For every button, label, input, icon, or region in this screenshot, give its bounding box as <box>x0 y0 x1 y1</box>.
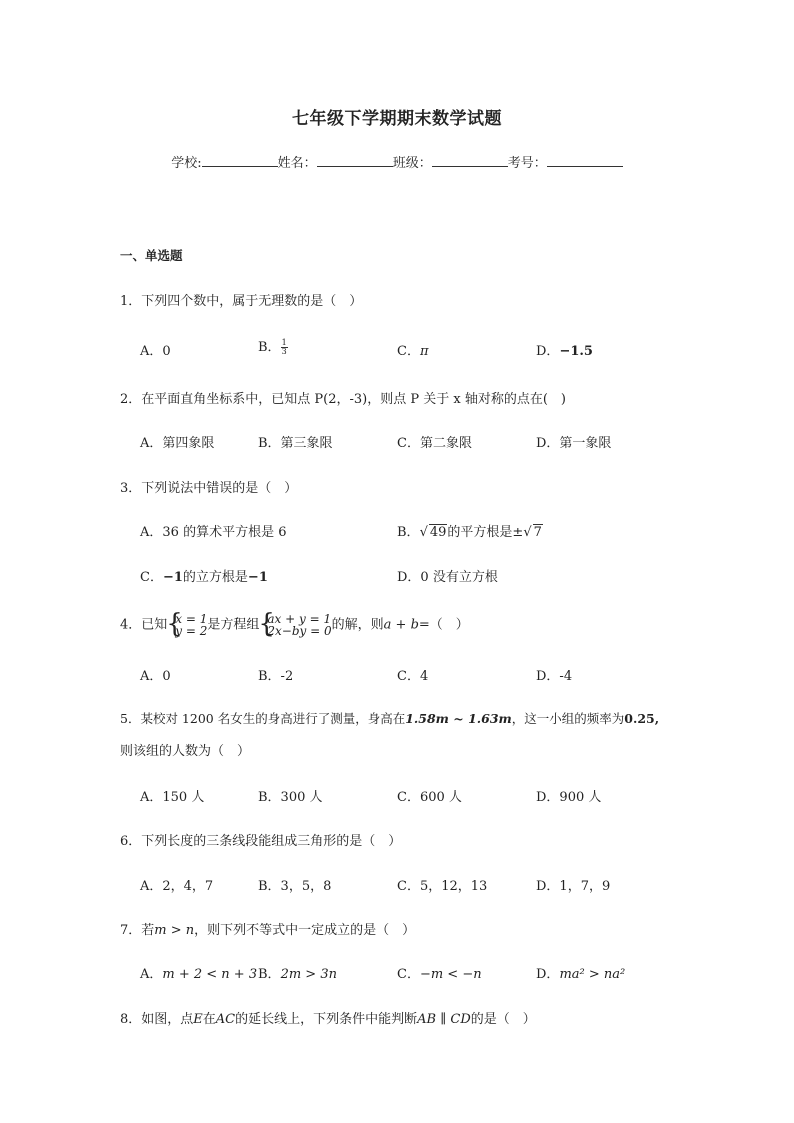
q5-option-a: A．150 人 <box>140 790 205 805</box>
question-4: 4．已知 { x = 1 y = 2 是方程组 { ax + y = 1 2x−by = 0 的解，则a + b=（ ） <box>120 613 469 637</box>
name-blank <box>317 154 393 167</box>
q6-option-a: A．2，4，7 <box>140 879 214 894</box>
equation-system-2: { ax + y = 1 2x−by = 0 <box>259 613 331 637</box>
q2-option-b: B．第三象限 <box>258 436 333 451</box>
class-label: 班级： <box>392 156 432 171</box>
q1-option-b: B． $\frac{1}{3}$ <box>258 338 287 356</box>
page-title: 七年级下学期期末数学试题 <box>292 109 502 129</box>
q6-option-b: B．3，5，8 <box>258 879 332 894</box>
q7-option-b: B．2m > 3n <box>258 967 337 982</box>
q4-option-c: C．4 <box>397 669 429 684</box>
equation-system-1: { x = 1 y = 2 <box>167 613 207 637</box>
q1-option-d: D．−1.5 <box>536 344 593 359</box>
question-3: 3．下列说法中错误的是（ ） <box>120 481 298 496</box>
q4-option-b: B．-2 <box>258 669 294 684</box>
school-blank <box>202 154 278 167</box>
fraction: $\frac{1}{3}$ <box>281 338 287 356</box>
q5-option-b: B．300 人 <box>258 790 323 805</box>
q4-option-d: D．-4 <box>536 669 573 684</box>
number-blank <box>547 154 623 167</box>
name-label: 姓名： <box>277 156 317 171</box>
question-8: 8．如图，点E在AC的延长线上，下列条件中能判断AB ∥ CD的是（ ） <box>120 1012 536 1027</box>
number-label: 考号： <box>507 156 547 171</box>
q3-option-b: B．√ 49的平方根是±√ 7 <box>397 525 542 540</box>
question-6: 6．下列长度的三条线段能组成三角形的是（ ） <box>120 834 402 849</box>
question-7: 7．若m > n，则下列不等式中一定成立的是（ ） <box>120 923 416 938</box>
q7-option-d: D．ma² > na² <box>536 967 626 982</box>
q6-option-d: D．1，7，9 <box>536 879 611 894</box>
school-label: 学校: <box>171 156 202 171</box>
q7-option-c: C．−m < −n <box>397 967 482 982</box>
student-info-line <box>0 152 794 171</box>
q5-option-c: C．600 人 <box>397 790 462 805</box>
q3-option-d: D．0 没有立方根 <box>397 570 498 585</box>
q1-option-a: A．0 <box>140 344 171 359</box>
q7-option-a: A．m + 2 < n + 3 <box>140 967 258 982</box>
q2-option-a: A．第四象限 <box>140 436 215 451</box>
q1-option-c: C．π <box>397 344 429 359</box>
question-1: 1．下列四个数中，属于无理数的是（ ） <box>120 294 363 309</box>
question-2: 2．在平面直角坐标系中，已知点 P(2，-3)，则点 P 关于 x 轴对称的点在( ) <box>120 392 566 407</box>
q4-option-a: A．0 <box>140 669 171 684</box>
q3-option-c: C．−1的立方根是−1 <box>140 570 268 585</box>
q3-option-a: A．36 的算术平方根是 6 <box>140 525 287 540</box>
q2-option-c: C．第二象限 <box>397 436 472 451</box>
class-blank <box>432 154 508 167</box>
q6-option-c: C．5，12，13 <box>397 879 488 894</box>
question-5-line-2: 则该组的人数为（ ） <box>120 744 251 759</box>
q5-option-d: D．900 人 <box>536 790 602 805</box>
section-heading: 一、单选题 <box>120 248 183 263</box>
q2-option-d: D．第一象限 <box>536 436 612 451</box>
question-5: 5．某校对 1200 名女生的身高进行了测量，身高在1.58m ~ 1.63m，这一小组的频率为0.25, <box>120 711 660 726</box>
